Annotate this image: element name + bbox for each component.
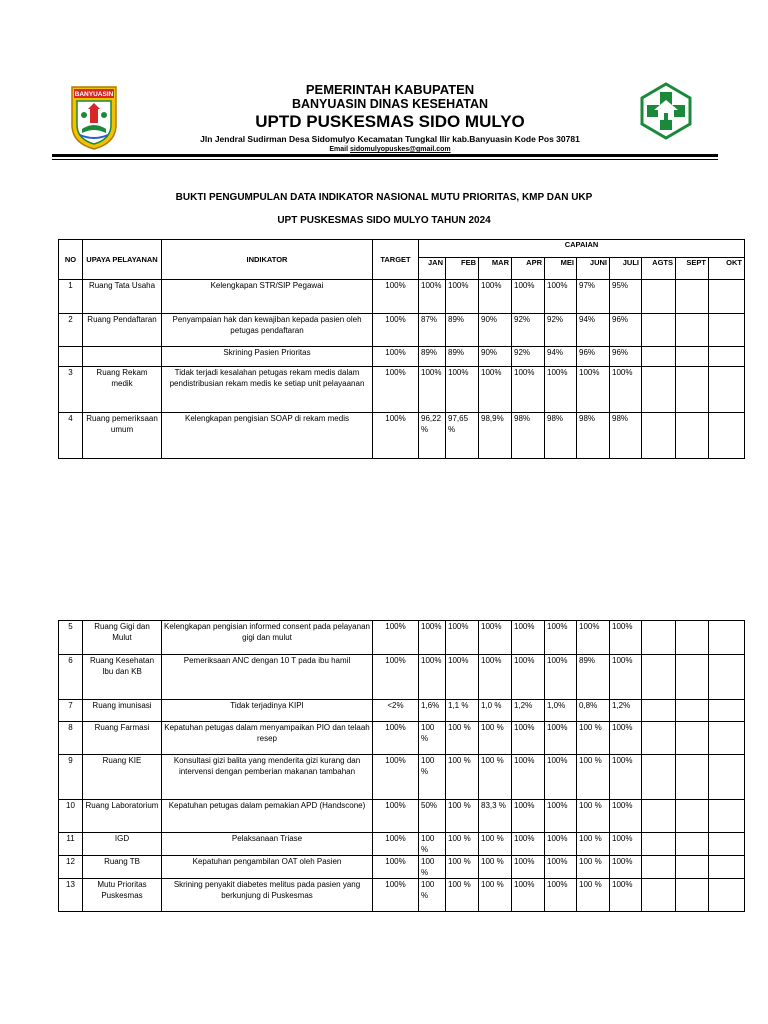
cell-month-value [642, 700, 676, 722]
cell-indikator: Kepatuhan pengambilan OAT oleh Pasien [162, 856, 373, 879]
cell-month-value [642, 621, 676, 655]
cell-month-value [676, 833, 709, 856]
cell-month-value: 50% [419, 800, 446, 833]
cell-month-value: 1,0 % [479, 700, 512, 722]
table-row [59, 413, 745, 459]
cell-indikator: Kepatuhan petugas dalam pemakian APD (Handscone) [162, 800, 373, 833]
cell-month-value [642, 655, 676, 700]
cell-target: 100% [373, 655, 419, 700]
cell-month-value: 100 % [577, 833, 610, 856]
cell-month-value: 100% [545, 621, 577, 655]
cell-month-value: 100 % [446, 755, 479, 800]
cell-month-value: 96,22 % [419, 413, 446, 459]
table-row [59, 755, 745, 800]
cell-indikator: Skrining penyakit diabetes melitus pada pasien yang berkunjung di Puskesmas [162, 879, 373, 912]
cell-month-value: 92% [512, 347, 545, 367]
document-subtitle: UPT PUSKESMAS SIDO MULYO TAHUN 2024 [277, 215, 491, 226]
header-upaya: UPAYA PELAYANAN [83, 240, 162, 280]
cell-month-value [709, 856, 745, 879]
cell-target: 100% [373, 413, 419, 459]
cell-month-value [642, 879, 676, 912]
header-indikator: INDIKATOR [162, 240, 373, 280]
cell-month-value: 100 % [479, 879, 512, 912]
cell-month-value: 97,65 % [446, 413, 479, 459]
cell-indikator: Penyampaian hak dan kewajiban kepada pasien oleh petugas pendaftaran [162, 314, 373, 347]
cell-no: 10 [59, 800, 83, 833]
cell-month-value: 96% [610, 347, 642, 367]
cell-month-value [709, 655, 745, 700]
header-month: JULI [610, 258, 642, 280]
table-row [59, 700, 745, 722]
cell-month-value: 100% [419, 367, 446, 413]
cell-month-value: 100% [610, 367, 642, 413]
cell-month-value: 100% [610, 833, 642, 856]
letterhead-rule-thin [52, 159, 718, 160]
cell-indikator: Konsultasi gizi balita yang menderita gizi kurang dan intervensi dengan pemberian makanan tambahan [162, 755, 373, 800]
cell-month-value: 100 % [577, 856, 610, 879]
cell-target: 100% [373, 800, 419, 833]
cell-upaya: Ruang Tata Usaha [83, 280, 162, 314]
cell-month-value: 100 % [479, 722, 512, 755]
cell-no: 11 [59, 833, 83, 856]
table-body-page2 [59, 621, 745, 912]
table-row [59, 621, 745, 655]
cell-month-value [642, 856, 676, 879]
table-row [59, 655, 745, 700]
cell-upaya: Ruang Farmasi [83, 722, 162, 755]
cell-target: 100% [373, 722, 419, 755]
cell-month-value: 100% [512, 856, 545, 879]
cell-month-value: 100% [610, 621, 642, 655]
cell-month-value: 1,6% [419, 700, 446, 722]
table-row [59, 367, 745, 413]
cell-no: 13 [59, 879, 83, 912]
cell-month-value: 100 % [479, 755, 512, 800]
cell-month-value: 87% [419, 314, 446, 347]
cell-target: 100% [373, 879, 419, 912]
cell-month-value [642, 367, 676, 413]
cell-indikator: Pemeriksaan ANC dengan 10 T pada ibu hamil [162, 655, 373, 700]
cell-month-value: 100% [610, 856, 642, 879]
cell-indikator: Kelengkapan pengisian SOAP di rekam medis [162, 413, 373, 459]
cell-month-value: 89% [446, 314, 479, 347]
cell-indikator: Tidak terjadi kesalahan petugas rekam medis dalam pendistribusian rekam medis ke setiap unit pelayaanan [162, 367, 373, 413]
cell-month-value [676, 722, 709, 755]
cell-month-value: 100% [512, 833, 545, 856]
cell-month-value [642, 833, 676, 856]
cell-month-value: 100 % [419, 833, 446, 856]
cell-month-value [676, 314, 709, 347]
cell-month-value: 100% [512, 879, 545, 912]
header-month: JAN [419, 258, 446, 280]
cell-month-value: 92% [512, 314, 545, 347]
cell-month-value [709, 413, 745, 459]
cell-month-value [676, 367, 709, 413]
cell-month-value: 100% [479, 280, 512, 314]
cell-month-value: 100 % [446, 833, 479, 856]
cell-month-value: 100% [479, 655, 512, 700]
cell-month-value: 100 % [577, 755, 610, 800]
cell-month-value [676, 621, 709, 655]
cell-upaya [83, 347, 162, 367]
cell-month-value: 100 % [419, 879, 446, 912]
cell-month-value [709, 755, 745, 800]
cell-target: 100% [373, 621, 419, 655]
cell-month-value [642, 413, 676, 459]
dept-line: BANYUASIN DINAS KESEHATAN [291, 97, 489, 111]
cell-month-value: 90% [479, 314, 512, 347]
cell-month-value [676, 800, 709, 833]
cell-month-value: 90% [479, 347, 512, 367]
cell-month-value: 98,9% [479, 413, 512, 459]
cell-upaya: Mutu Prioritas Puskesmas [83, 879, 162, 912]
cell-month-value: 89% [419, 347, 446, 367]
table-row [59, 856, 745, 879]
cell-upaya: Ruang Pendaftaran [83, 314, 162, 347]
cell-month-value: 100% [545, 655, 577, 700]
header-no: NO [59, 240, 83, 280]
cell-month-value: 100% [512, 367, 545, 413]
cell-month-value: 100% [419, 621, 446, 655]
cell-target: <2% [373, 700, 419, 722]
cell-month-value: 94% [545, 347, 577, 367]
cell-month-value: 100 % [577, 879, 610, 912]
cell-month-value: 100% [446, 655, 479, 700]
table-row [59, 879, 745, 912]
cell-no: 7 [59, 700, 83, 722]
cell-no [59, 347, 83, 367]
table-row [59, 833, 745, 856]
cell-month-value: 89% [446, 347, 479, 367]
cell-month-value [709, 879, 745, 912]
cell-month-value: 100% [545, 879, 577, 912]
cell-upaya: Ruang Rekam medik [83, 367, 162, 413]
cell-month-value: 100% [512, 280, 545, 314]
cell-month-value: 100% [446, 280, 479, 314]
cell-month-value [642, 280, 676, 314]
document-title: BUKTI PENGUMPULAN DATA INDIKATOR NASIONAL MUTU PRIORITAS, KMP DAN UKP [175, 192, 593, 203]
cell-month-value: 100% [512, 621, 545, 655]
cell-target: 100% [373, 856, 419, 879]
cell-month-value: 100% [610, 755, 642, 800]
cell-month-value [642, 722, 676, 755]
cell-upaya: IGD [83, 833, 162, 856]
cell-month-value: 92% [545, 314, 577, 347]
cell-month-value: 100 % [446, 722, 479, 755]
header-month: MAR [479, 258, 512, 280]
header-capaian: CAPAIAN [419, 240, 745, 258]
cell-no: 1 [59, 280, 83, 314]
cell-month-value: 100% [610, 655, 642, 700]
cell-no: 9 [59, 755, 83, 800]
header-month: MEI [545, 258, 577, 280]
cell-month-value: 98% [512, 413, 545, 459]
header-month: OKT [709, 258, 745, 280]
cell-upaya: Ruang Kesehatan Ibu dan KB [83, 655, 162, 700]
table-row [59, 280, 745, 314]
header-month: JUNI [577, 258, 610, 280]
cell-indikator: Pelaksanaan Triase [162, 833, 373, 856]
cell-month-value: 100% [446, 367, 479, 413]
indicator-table-page1 [58, 239, 745, 459]
table-row [59, 800, 745, 833]
cell-month-value [676, 700, 709, 722]
cell-no: 3 [59, 367, 83, 413]
cell-month-value: 100% [577, 367, 610, 413]
cell-month-value: 100 % [577, 800, 610, 833]
cell-upaya: Ruang Laboratorium [83, 800, 162, 833]
cell-no: 8 [59, 722, 83, 755]
cell-target: 100% [373, 367, 419, 413]
cell-target: 100% [373, 755, 419, 800]
cell-indikator: Tidak terjadinya KIPI [162, 700, 373, 722]
cell-month-value: 96% [577, 347, 610, 367]
header-target: TARGET [373, 240, 419, 280]
cell-month-value: 100% [512, 722, 545, 755]
cell-month-value: 100 % [419, 856, 446, 879]
cell-month-value: 100 % [446, 879, 479, 912]
cell-month-value: 100 % [446, 856, 479, 879]
cell-month-value [642, 314, 676, 347]
cell-month-value: 1,2% [610, 700, 642, 722]
cell-month-value: 98% [577, 413, 610, 459]
table-row [59, 347, 745, 367]
header-month: APR [512, 258, 545, 280]
cell-target: 100% [373, 833, 419, 856]
cell-indikator: Kelengkapan STR/SIP Pegawai [162, 280, 373, 314]
cell-month-value: 100% [545, 833, 577, 856]
cell-month-value: 100% [577, 621, 610, 655]
cell-month-value [709, 314, 745, 347]
cell-no: 6 [59, 655, 83, 700]
cell-month-value [709, 800, 745, 833]
cell-month-value [676, 755, 709, 800]
cell-no: 2 [59, 314, 83, 347]
cell-month-value [676, 856, 709, 879]
cell-month-value: 83,3 % [479, 800, 512, 833]
cell-indikator: Skrining Pasien Prioritas [162, 347, 373, 367]
cell-month-value [709, 700, 745, 722]
cell-month-value: 100% [545, 800, 577, 833]
cell-upaya: Ruang imunisasi [83, 700, 162, 722]
cell-month-value: 100 % [419, 722, 446, 755]
cell-month-value: 1,0% [545, 700, 577, 722]
cell-month-value: 0,8% [577, 700, 610, 722]
cell-no: 4 [59, 413, 83, 459]
cell-month-value: 100 % [479, 833, 512, 856]
cell-month-value: 100% [512, 800, 545, 833]
email-label: Email [329, 146, 349, 153]
cell-month-value [676, 280, 709, 314]
cell-month-value: 100% [479, 621, 512, 655]
cell-month-value: 98% [610, 413, 642, 459]
cell-indikator: Kelengkapan pengisian informed consent pada pelayanan gigi dan mulut [162, 621, 373, 655]
cell-month-value [642, 347, 676, 367]
cell-month-value: 100 % [479, 856, 512, 879]
cell-month-value: 100% [610, 879, 642, 912]
cell-month-value [709, 833, 745, 856]
cell-upaya: Ruang KIE [83, 755, 162, 800]
cell-target: 100% [373, 314, 419, 347]
cell-month-value: 100 % [419, 755, 446, 800]
cell-month-value [709, 280, 745, 314]
cell-upaya: Ruang pemeriksaan umum [83, 413, 162, 459]
cell-indikator: Kepatuhan petugas dalam menyampaikan PIO dan telaah resep [162, 722, 373, 755]
email-link[interactable]: sidomulyopuskes@gmail.com [350, 146, 451, 153]
cell-month-value: 100% [512, 755, 545, 800]
cell-month-value: 95% [610, 280, 642, 314]
cell-month-value [676, 655, 709, 700]
cell-month-value: 100% [545, 755, 577, 800]
cell-month-value [709, 722, 745, 755]
cell-month-value: 1,1 % [446, 700, 479, 722]
cell-no: 5 [59, 621, 83, 655]
cell-no: 12 [59, 856, 83, 879]
letterhead [130, 82, 650, 154]
cell-target: 100% [373, 280, 419, 314]
cell-month-value [642, 755, 676, 800]
cell-month-value: 100% [512, 655, 545, 700]
cell-month-value: 89% [577, 655, 610, 700]
cell-month-value: 100% [545, 856, 577, 879]
cell-month-value [642, 800, 676, 833]
cell-upaya: Ruang Gigi dan Mulut [83, 621, 162, 655]
cell-month-value: 100% [545, 367, 577, 413]
cell-month-value [676, 879, 709, 912]
cell-month-value: 100% [479, 367, 512, 413]
header-month: AGTS [642, 258, 676, 280]
cell-month-value [676, 413, 709, 459]
gov-line: PEMERINTAH KABUPATEN [305, 82, 475, 97]
address-line: Jln Jendral Sudirman Desa Sidomulyo Kecamatan Tungkal Ilir kab.Banyuasin Kode Pos 30781 [200, 134, 580, 144]
header-month: FEB [446, 258, 479, 280]
indicator-table-page2 [58, 620, 745, 912]
logo-text: BANYUASIN [74, 91, 114, 98]
cell-upaya: Ruang TB [83, 856, 162, 879]
cell-month-value: 100 % [577, 722, 610, 755]
cell-month-value: 100% [446, 621, 479, 655]
cell-month-value: 100% [545, 722, 577, 755]
cell-month-value: 97% [577, 280, 610, 314]
table-row [59, 314, 745, 347]
cell-month-value: 96% [610, 314, 642, 347]
cell-month-value: 1,2% [512, 700, 545, 722]
letterhead-rule-thick [52, 154, 718, 157]
cell-month-value: 100% [610, 722, 642, 755]
email-line [130, 145, 650, 154]
table-row [59, 722, 745, 755]
cell-month-value [709, 367, 745, 413]
table-body-page1 [59, 280, 745, 459]
cell-month-value [709, 621, 745, 655]
cell-month-value: 100% [419, 280, 446, 314]
unit-line: UPTD PUSKESMAS SIDO MULYO [255, 112, 525, 131]
header-month: SEPT [676, 258, 709, 280]
cell-month-value [709, 347, 745, 367]
cell-month-value [676, 347, 709, 367]
cell-month-value: 94% [577, 314, 610, 347]
cell-month-value: 100 % [446, 800, 479, 833]
cell-target: 100% [373, 347, 419, 367]
cell-month-value: 100% [610, 800, 642, 833]
cell-month-value: 100% [545, 280, 577, 314]
cell-month-value: 100% [419, 655, 446, 700]
cell-month-value: 98% [545, 413, 577, 459]
banyuasin-logo-icon [68, 85, 120, 151]
